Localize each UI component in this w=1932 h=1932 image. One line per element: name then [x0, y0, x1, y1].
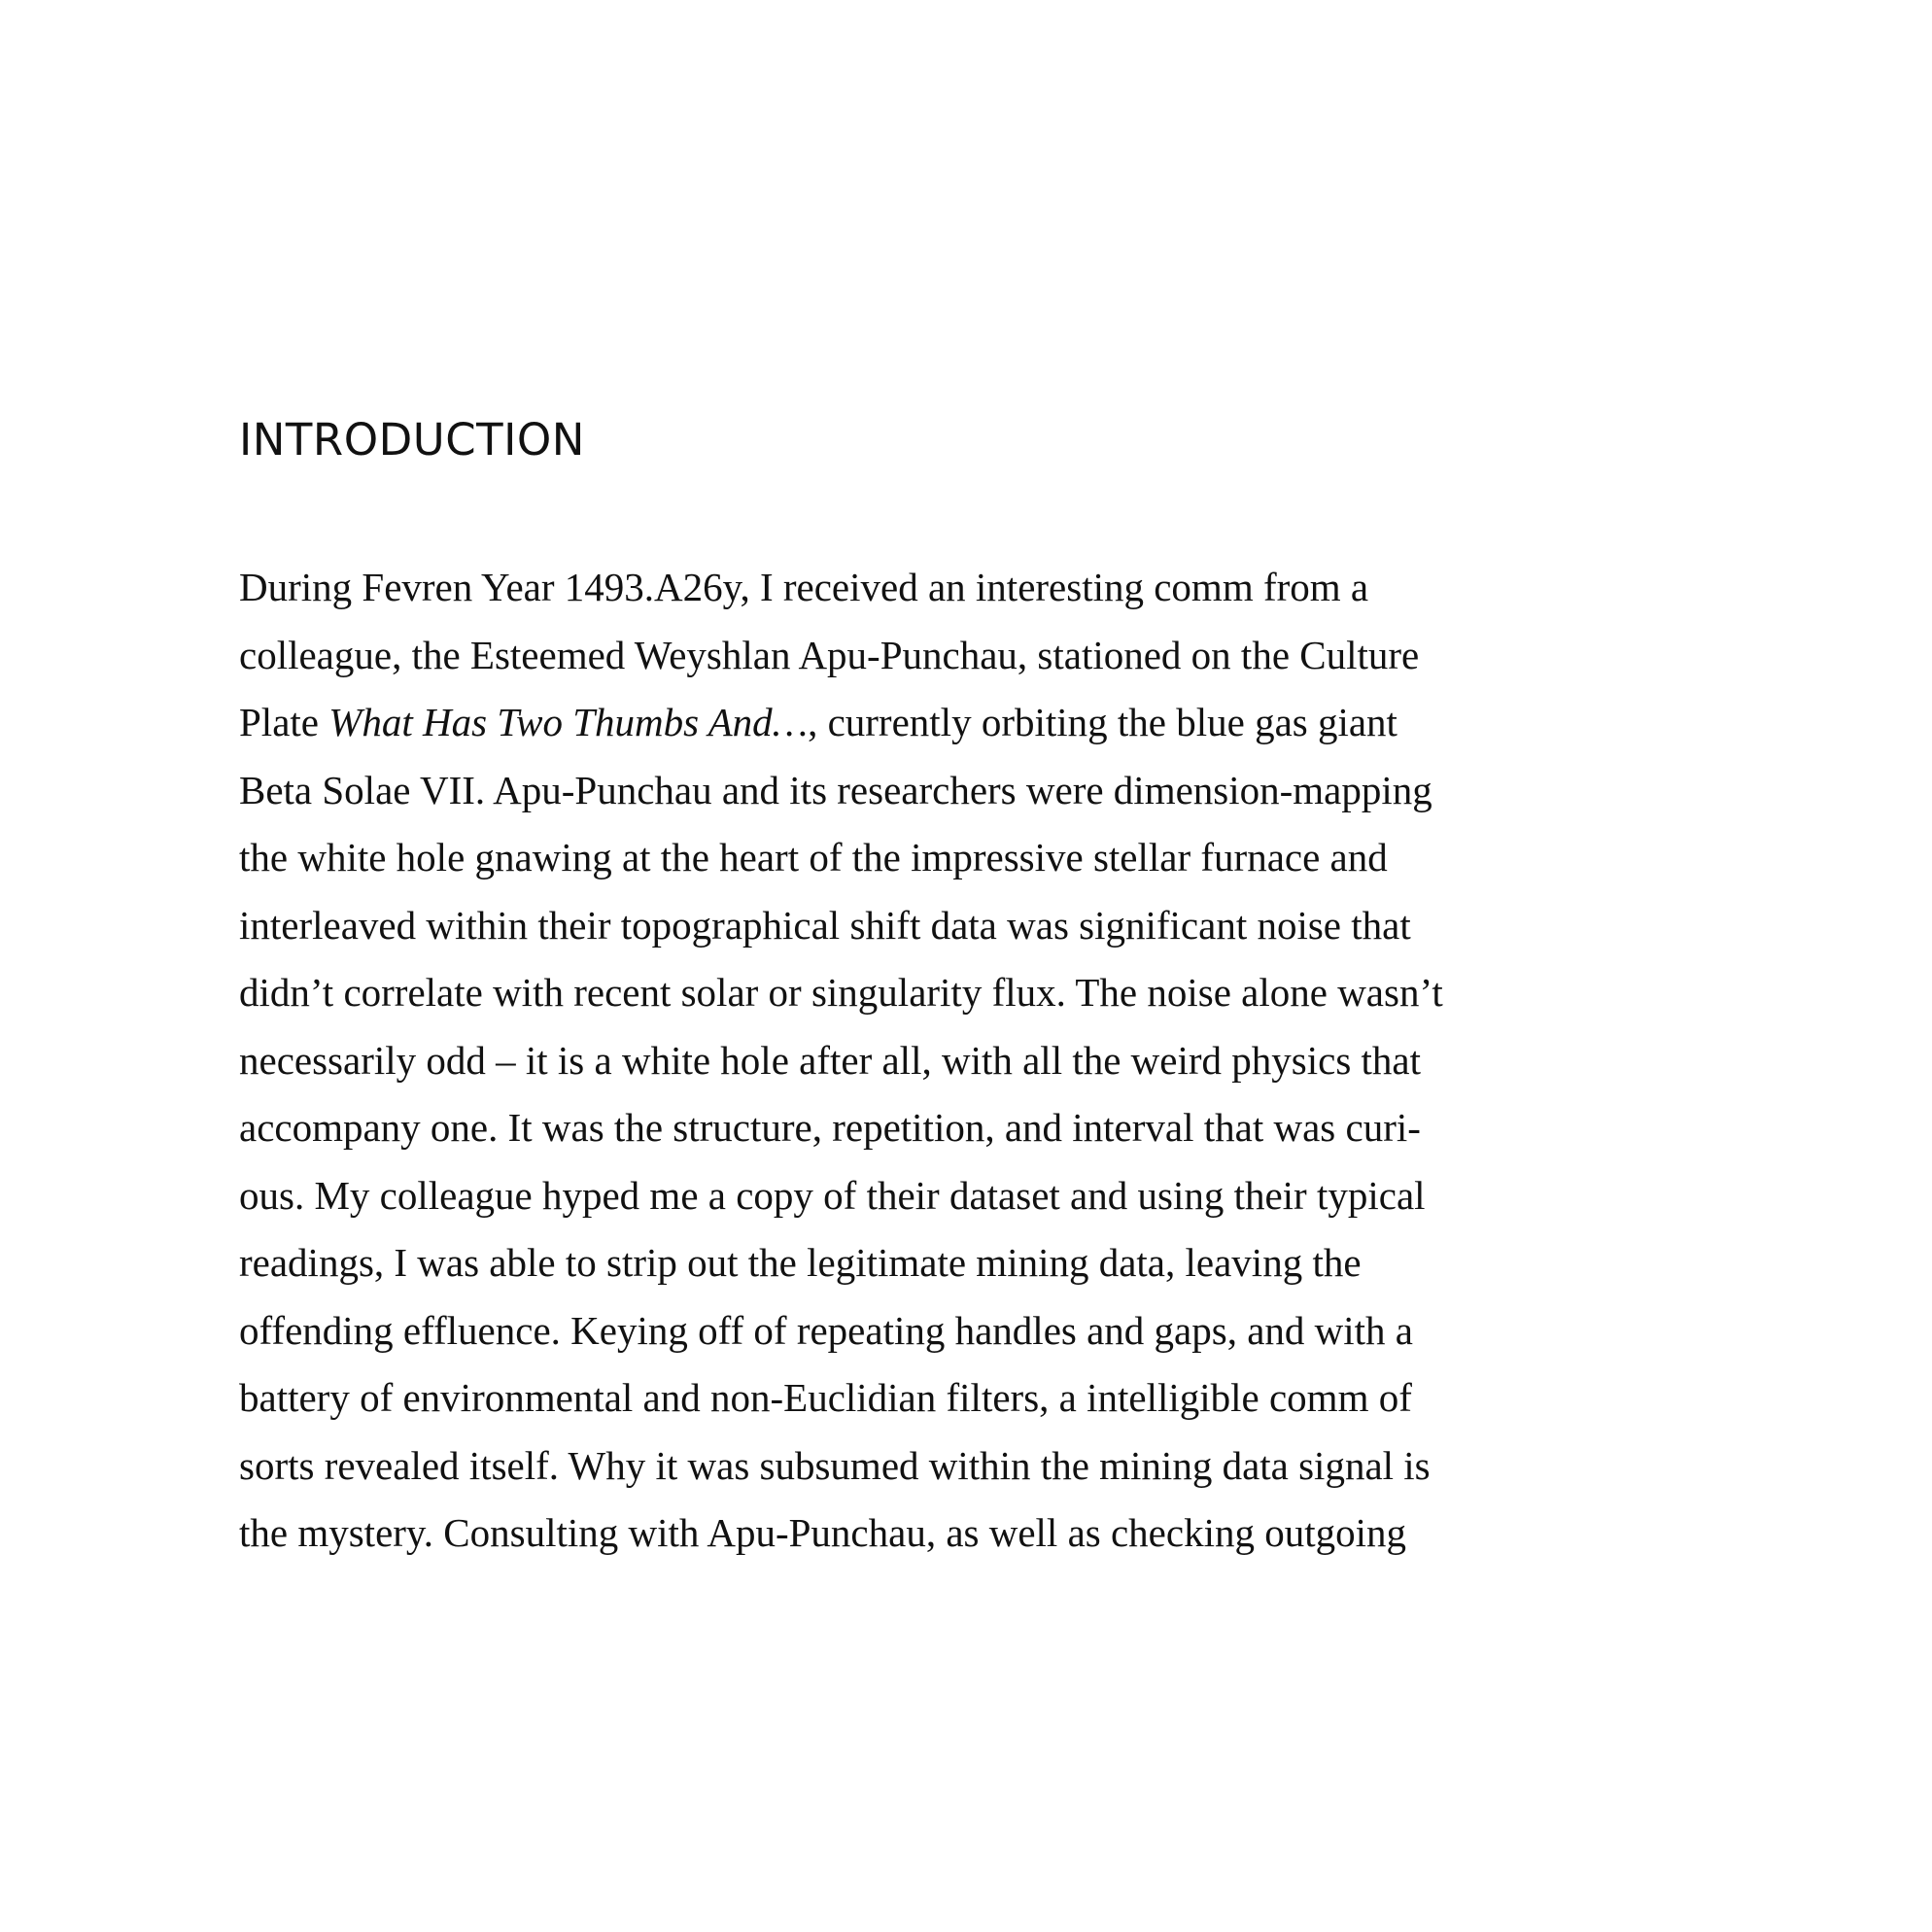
text-line: sorts revealed itself. Why it was subsumed within the mining data signal is [239, 1442, 1431, 1488]
text-line-with-title [239, 689, 1443, 757]
text-line: the white hole gnawing at the heart of the impressive stellar furnace and [239, 835, 1388, 880]
text-line: colleague, the Esteemed Weyshlan Apu-Punchau, stationed on the Culture [239, 632, 1420, 677]
text-line: necessarily odd – it is a white hole after all, with all the weird physics that [239, 1037, 1422, 1083]
text-line: accompany one. It was the structure, repetition, and interval that was curi- [239, 1105, 1421, 1150]
text-line: readings, I was able to strip out the legitimate mining data, leaving the [239, 1240, 1362, 1285]
text-line: the mystery. Consulting with Apu-Punchau, as well as checking outgoing [239, 1510, 1406, 1555]
text-line-end: , currently orbiting the blue gas giant [808, 700, 1397, 744]
body-paragraph [239, 554, 1443, 1568]
italic-ship-name: What Has Two Thumbs And… [328, 700, 809, 744]
section-heading: INTRODUCTION [239, 414, 585, 466]
text-line: During Fevren Year 1493.A26y, I received an interesting comm from a [239, 565, 1369, 609]
text-line: Beta Solae VII. Apu-Punchau and its researchers were dimension-mapping [239, 767, 1432, 812]
text-line: offending effluence. Keying off of repeating handles and gaps, and with a [239, 1307, 1413, 1353]
text-line: ous. My colleague hyped me a copy of their dataset and using their typical [239, 1172, 1426, 1218]
text-line: didn’t correlate with recent solar or singularity flux. The noise alone wasn’t [239, 970, 1443, 1015]
text-line-start: Plate [239, 700, 329, 744]
text-line: interleaved within their topographical shift data was significant noise that [239, 902, 1411, 948]
text-line: battery of environmental and non-Euclidian filters, a intelligible comm of [239, 1375, 1412, 1420]
